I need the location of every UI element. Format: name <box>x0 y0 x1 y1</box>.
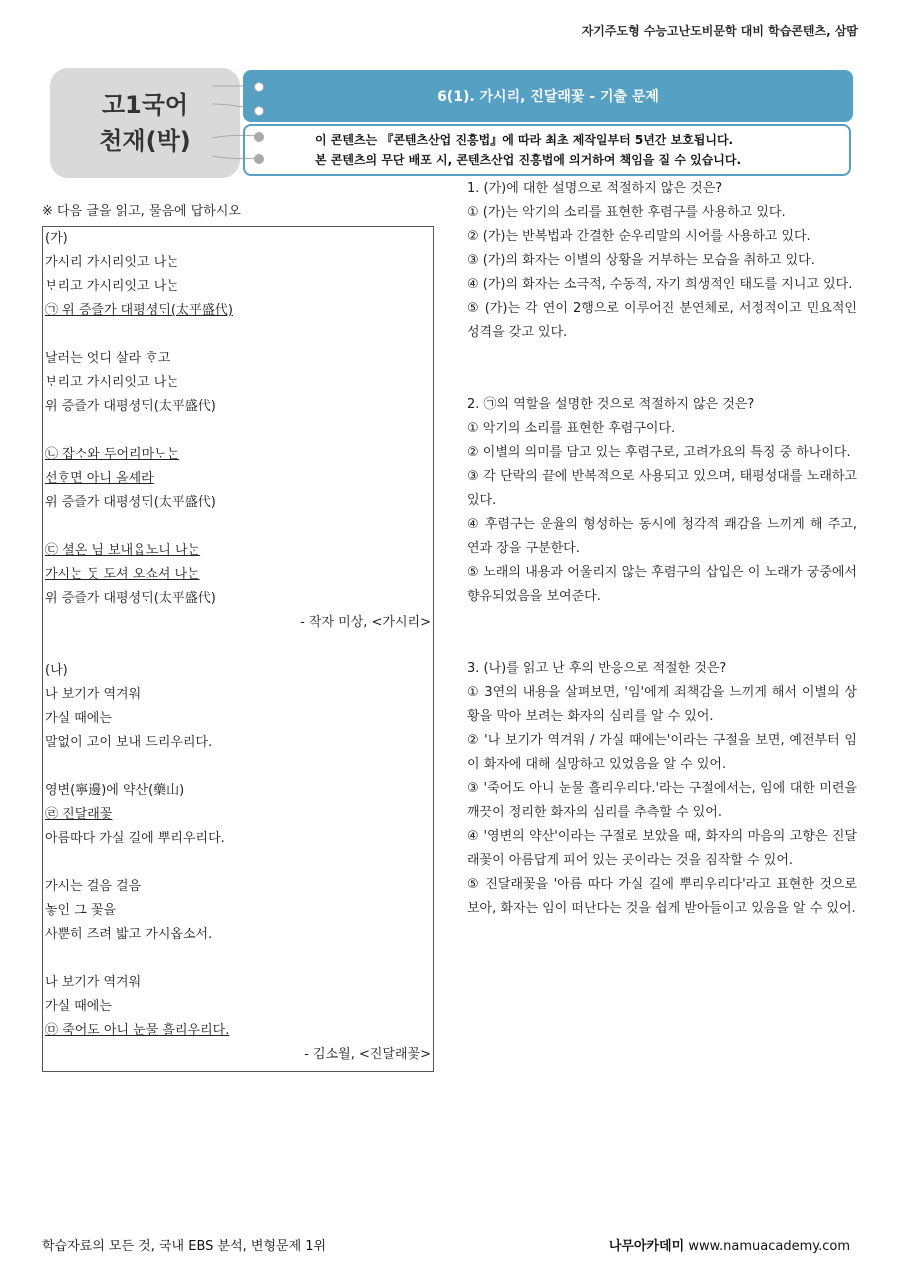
answer-option: ⑤ 노래의 내용과 어울리지 않는 후렴구의 삽입은 이 노래가 궁중에서 향유되었음을 보여준다. <box>467 565 857 604</box>
answer-option: ③ '죽어도 아니 눈물 흘리우리다.'라는 구절에서는, 임에 대한 미련을 깨끗이 정리한 화자의 심리를 추측할 수 있어. <box>467 781 857 820</box>
passage-line <box>45 491 433 515</box>
passage-line-text: (가) <box>45 231 68 246</box>
answer-option: ② '나 보기가 역겨워 / 가실 때에는'이라는 구절을 보면, 예전부터 임이 화자에 대해 실망하고 있었음을 알 수 있어. <box>467 733 857 772</box>
passage-line <box>45 779 433 803</box>
passage-line <box>45 707 433 731</box>
answer-option: ④ '영변의 약산'이라는 구절로 보았을 때, 화자의 마음의 고향은 진달래꽃이 아름답게 피어 있는 곳이라는 것을 짐작할 수 있어. <box>467 829 857 868</box>
bullet-dot <box>254 106 264 116</box>
stanza-gap <box>45 515 433 539</box>
stanza-gap <box>45 851 433 875</box>
passage-line <box>45 275 433 299</box>
answer-option: ④ 후렴구는 운율의 형성하는 동시에 청각적 쾌감을 느끼게 해 주고, 연과 장을 구분한다. <box>467 517 857 556</box>
passage-line-text: ㉠ 위 증즐가 대평셩ᄃᆡ(太平盛代) <box>45 303 234 318</box>
passage-line <box>45 659 433 683</box>
stanza-gap <box>45 419 433 443</box>
passage-line <box>45 611 433 635</box>
passage-line-text: ᄇᆞ리고 가시리잇고 나ᄂᆞᆫ <box>45 279 179 294</box>
passage-line <box>45 1019 433 1043</box>
page-title: 6(1). 가시리, 진달래꽃 - 기출 문제 <box>243 70 853 122</box>
passage-line <box>45 299 433 323</box>
stanza-gap <box>45 755 433 779</box>
passage-line <box>45 803 433 827</box>
question-gap <box>467 345 857 393</box>
passage-line-text: 위 증즐가 대평셩ᄃᆡ(太平盛代) <box>45 591 216 606</box>
passage-line <box>45 971 433 995</box>
passage-line-text: 아름따다 가실 길에 뿌리우리다. <box>45 831 225 846</box>
questions-column <box>467 177 857 921</box>
notice-line-1: 이 콘텐츠는 『콘텐츠산업 진흥법』에 따라 최초 제작일부터 5년간 보호됩니다. <box>315 133 734 147</box>
stanza-gap <box>45 635 433 659</box>
footer-brand-area <box>609 1235 850 1254</box>
passage-line <box>45 923 433 947</box>
bullet-dot <box>254 132 264 142</box>
passage-line <box>45 563 433 587</box>
passage-line-text: 가실 때에는 <box>45 999 112 1014</box>
passage-box <box>42 226 434 1072</box>
passage-line-text: ㉡ 잡ᄉᆞ와 두어리마ᄂᆞᄂᆞᆫ <box>45 447 180 462</box>
footer-slogan: 학습자료의 모든 것, 국내 EBS 분석, 변형문제 1위 <box>42 1239 327 1254</box>
answer-option: ② (가)는 반복법과 간결한 순우리말의 시어를 사용하고 있다. <box>467 229 811 244</box>
question-title: 2. ㉠의 역할을 설명한 것으로 적절하지 않은 것은? <box>467 397 755 412</box>
passage-line <box>45 587 433 611</box>
question-title: 3. (나)를 읽고 난 후의 반응으로 적절한 것은? <box>467 661 727 676</box>
copyright-notice <box>243 124 851 176</box>
passage-line-text: - 김소월, <진달래꽃> <box>304 1047 431 1062</box>
passage-line-text: 날러는 엇디 살라 ᄒᆞ고 <box>45 351 171 366</box>
answer-option: ① 3연의 내용을 살펴보면, '임'에게 죄책감을 느끼게 해서 이별의 상황을 막아 보려는 화자의 심리를 알 수 있어. <box>467 685 857 724</box>
question-gap <box>467 609 857 657</box>
passage-line-text: 나 보기가 역겨워 <box>45 687 142 702</box>
instruction-text: ※ 다음 글을 읽고, 물음에 답하시오 <box>42 204 241 219</box>
passage-line-text: 영변(寧邊)에 약산(藥山) <box>45 783 185 798</box>
bullet-dot <box>254 82 264 92</box>
passage-line-text: ㉤ 죽어도 아니 눈물 흘리우리다. <box>45 1023 230 1038</box>
footer-brand: 나무아카데미 <box>608 1239 685 1254</box>
passage-line-text: ㉣ 진달래꽃 <box>45 807 113 822</box>
question-3 <box>467 657 857 921</box>
passage-line-text: - 작자 미상, <가시리> <box>300 615 431 630</box>
header-caption: 자기주도형 수능고난도비문학 대비 학습콘텐츠, 삼땀 <box>581 24 858 38</box>
passage-line <box>45 731 433 755</box>
passage-line-text: 가시리 가시리잇고 나ᄂᆞᆫ <box>45 255 179 270</box>
passage-line <box>45 683 433 707</box>
answer-option: ⑤ 진달래꽃을 '아름 따다 가실 길에 뿌리우리다'라고 표현한 것으로 보아, 화자는 임이 떠난다는 것을 쉽게 받아들이고 있음을 알 수 있어. <box>467 877 857 916</box>
passage-line-text: 위 증즐가 대평셩ᄃᆡ(太平盛代) <box>45 399 216 414</box>
passage-line <box>45 395 433 419</box>
grade-label: 고1국어 <box>101 91 189 119</box>
answer-option: ⑤ (가)는 각 연이 2행으로 이루어진 분연체로, 서정적이고 민요적인 성격을 갖고 있다. <box>467 301 857 340</box>
passage-line-text: 가시는 걸음 걸음 <box>45 879 142 894</box>
passage-line-text: 선ᄒᆞ면 아니 올셰라 <box>45 471 154 486</box>
bullet-dot <box>254 154 264 164</box>
passage-line <box>45 875 433 899</box>
question-2 <box>467 393 857 609</box>
passage-line <box>45 995 433 1019</box>
passage-line <box>45 251 433 275</box>
notice-line-2: 본 콘텐츠의 무단 배포 시, 콘텐츠산업 진흥법에 의거하여 책임을 질 수 있습니다. <box>315 153 742 167</box>
answer-option: ③ 각 단락의 끝에 반복적으로 사용되고 있으며, 태평성대를 노래하고 있다. <box>467 469 857 508</box>
passage-line <box>45 1043 433 1067</box>
answer-option: ④ (가)의 화자는 소극적, 수동적, 자기 희생적인 태도를 지니고 있다. <box>467 277 853 292</box>
footer-url: www.namuacademy.com <box>688 1239 850 1254</box>
question-1 <box>467 177 857 345</box>
passage-line-text: 사뿐히 즈려 밟고 가시옵소서. <box>45 927 213 942</box>
passage-line <box>45 227 433 251</box>
passage-line-text: ᄇᆞ리고 가시리잇고 나ᄂᆞᆫ <box>45 375 179 390</box>
passage-line <box>45 539 433 563</box>
passage-line-text: 가시ᄂᆞᆫ ᄃᆞᆺ 도셔 오쇼셔 나ᄂᆞᆫ <box>45 567 200 582</box>
passage-line-text: (나) <box>45 663 68 678</box>
answer-option: ① 악기의 소리를 표현한 후렴구이다. <box>467 421 676 436</box>
passage-line-text: 위 증즐가 대평셩ᄃᆡ(太平盛代) <box>45 495 216 510</box>
answer-option: ② 이별의 의미를 담고 있는 후렴구로, 고려가요의 특징 중 하나이다. <box>467 445 851 460</box>
question-title: 1. (가)에 대한 설명으로 적절하지 않은 것은? <box>467 181 723 196</box>
passage-line <box>45 827 433 851</box>
passage-line-text: 가실 때에는 <box>45 711 112 726</box>
passage-line-text: 나 보기가 역겨워 <box>45 975 142 990</box>
passage-line-text: 말없이 고이 보내 드리우리다. <box>45 735 213 750</box>
textbook-label: 천재(박) <box>99 127 191 155</box>
answer-option: ③ (가)의 화자는 이별의 상황을 거부하는 모습을 취하고 있다. <box>467 253 815 268</box>
passage-line <box>45 467 433 491</box>
answer-option: ① (가)는 악기의 소리를 표현한 후렴구를 사용하고 있다. <box>467 205 786 220</box>
stanza-gap <box>45 323 433 347</box>
passage-line <box>45 347 433 371</box>
passage-line-text: ㉢ 셜온 님 보내ᄋᆞᆸ노니 나ᄂᆞᆫ <box>45 543 201 558</box>
passage-line <box>45 443 433 467</box>
passage-line <box>45 371 433 395</box>
passage-line <box>45 899 433 923</box>
left-column <box>42 200 434 1072</box>
passage-line-text: 놓인 그 꽃을 <box>45 903 117 918</box>
stanza-gap <box>45 947 433 971</box>
